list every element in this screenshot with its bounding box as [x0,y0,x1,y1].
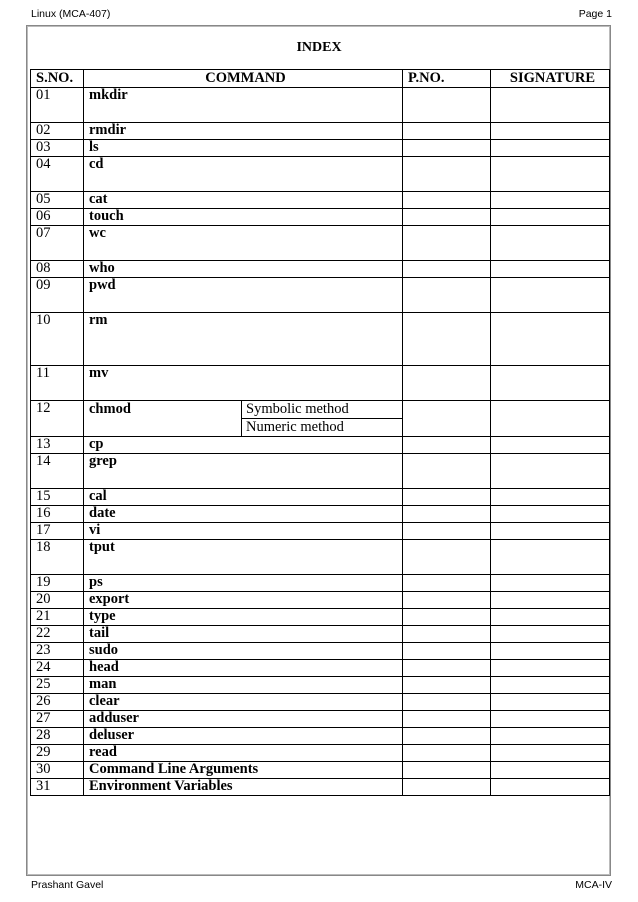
row-command: chmod [89,401,131,417]
row-page-number [403,660,491,677]
row-signature [491,592,610,609]
table-row [31,278,610,313]
row-signature [491,660,610,677]
row-command: touch [84,209,403,226]
header-page-number: Page 1 [578,8,612,20]
row-page-number [403,226,491,261]
row-page-number [403,643,491,660]
row-signature [491,437,610,454]
row-sno: 31 [31,779,84,796]
row-command: pwd [84,278,403,313]
row-command: grep [84,454,403,489]
row-page-number [403,575,491,592]
row-command: tail [84,626,403,643]
row-sno: 17 [31,523,84,540]
row-command: cp [84,437,403,454]
row-sno: 03 [31,140,84,157]
row-signature [491,728,610,745]
row-sno: 24 [31,660,84,677]
row-page-number [403,745,491,762]
row-command: read [84,745,403,762]
table-row [31,209,610,226]
row-command: export [84,592,403,609]
row-command: mv [84,366,403,401]
row-page-number [403,779,491,796]
row-sno: 23 [31,643,84,660]
row-signature [491,779,610,796]
row-sno: 04 [31,157,84,192]
row-page-number [403,157,491,192]
index-title: INDEX [296,40,342,55]
method-numeric: Numeric method [246,419,344,435]
index-table [30,69,610,796]
row-signature [491,677,610,694]
row-command: ps [84,575,403,592]
row-signature [491,192,610,209]
table-row [31,366,610,401]
table-row [31,261,610,278]
row-sno: 25 [31,677,84,694]
table-row [31,575,610,592]
row-signature [491,209,610,226]
row-page-number [403,366,491,401]
row-command: head [84,660,403,677]
table-row [31,728,610,745]
row-sno: 01 [31,88,84,123]
table-row [31,592,610,609]
row-command: clear [84,694,403,711]
row-signature [491,366,610,401]
table-row [31,489,610,506]
row-sno: 26 [31,694,84,711]
col-signature: SIGNATURE [491,70,610,88]
row-signature [491,88,610,123]
table-row [31,454,610,489]
row-signature [491,278,610,313]
table-row [31,226,610,261]
row-signature [491,540,610,575]
table-row [31,523,610,540]
row-page-number [403,711,491,728]
row-signature [491,575,610,592]
footer-class: MCA-IV [575,879,612,891]
row-sno: 10 [31,313,84,366]
row-page-number [403,592,491,609]
table-row [31,694,610,711]
row-command: tput [84,540,403,575]
row-sno: 14 [31,454,84,489]
table-row [31,711,610,728]
row-page-number [403,437,491,454]
row-page-number [403,728,491,745]
row-page-number [403,261,491,278]
row-sno: 09 [31,278,84,313]
row-signature [491,762,610,779]
row-command: who [84,261,403,278]
row-command: man [84,677,403,694]
table-row [31,643,610,660]
table-row [31,762,610,779]
row-signature [491,261,610,278]
row-command: rmdir [84,123,403,140]
row-signature [491,609,610,626]
row-page-number [403,454,491,489]
row-command-cell [84,401,403,437]
table-row [31,609,610,626]
row-command: ls [84,140,403,157]
row-page-number [403,609,491,626]
page-header [31,8,612,20]
footer-author: Prashant Gavel [31,879,104,891]
row-sno: 22 [31,626,84,643]
table-row [31,506,610,523]
row-signature [491,401,610,437]
row-page-number [403,694,491,711]
row-page-number [403,313,491,366]
table-row [31,437,610,454]
row-page-number [403,523,491,540]
row-sno: 27 [31,711,84,728]
table-row [31,779,610,796]
row-page-number [403,140,491,157]
row-signature [491,643,610,660]
row-sno: 11 [31,366,84,401]
table-row [31,88,610,123]
row-sno: 12 [31,401,84,437]
row-sno: 06 [31,209,84,226]
row-command: mkdir [84,88,403,123]
row-page-number [403,209,491,226]
method-symbolic: Symbolic method [242,401,402,419]
row-signature [491,454,610,489]
row-sno: 18 [31,540,84,575]
row-signature [491,226,610,261]
row-page-number [403,123,491,140]
row-sno: 07 [31,226,84,261]
row-sno: 13 [31,437,84,454]
table-row [31,123,610,140]
row-sno: 21 [31,609,84,626]
row-signature [491,694,610,711]
table-header-row [31,70,610,88]
row-page-number [403,762,491,779]
row-sno: 29 [31,745,84,762]
row-signature [491,711,610,728]
col-sno: S.NO. [31,70,84,88]
col-command: COMMAND [84,70,403,88]
row-page-number [403,626,491,643]
table-body [31,88,610,796]
row-command: cal [84,489,403,506]
row-page-number [403,677,491,694]
row-page-number [403,489,491,506]
table-row [31,540,610,575]
table-row [31,401,610,437]
page-footer [31,879,612,891]
row-command: adduser [84,711,403,728]
row-page-number [403,506,491,523]
row-command: type [84,609,403,626]
row-command: Environment Variables [84,779,403,796]
table-row [31,157,610,192]
row-signature [491,157,610,192]
row-sno: 08 [31,261,84,278]
row-command: deluser [84,728,403,745]
row-command: vi [84,523,403,540]
row-signature [491,626,610,643]
table-row [31,745,610,762]
row-command: Command Line Arguments [84,762,403,779]
row-signature [491,745,610,762]
row-command: date [84,506,403,523]
row-signature [491,506,610,523]
row-page-number [403,192,491,209]
row-signature [491,123,610,140]
row-page-number [403,401,491,437]
row-sno: 15 [31,489,84,506]
row-sno: 02 [31,123,84,140]
row-sno: 05 [31,192,84,209]
row-signature [491,140,610,157]
table-row [31,192,610,209]
table-row [31,313,610,366]
header-course: Linux (MCA-407) [31,8,111,20]
col-pno: P.NO. [403,70,491,88]
table-row [31,660,610,677]
row-signature [491,313,610,366]
row-command: rm [84,313,403,366]
row-sno: 28 [31,728,84,745]
row-sno: 20 [31,592,84,609]
row-page-number [403,540,491,575]
table-row [31,140,610,157]
row-sno: 16 [31,506,84,523]
table-row [31,677,610,694]
row-page-number [403,278,491,313]
table-row [31,626,610,643]
row-page-number [403,88,491,123]
row-command: cd [84,157,403,192]
row-signature [491,523,610,540]
row-command: wc [84,226,403,261]
row-sno: 19 [31,575,84,592]
row-sno: 30 [31,762,84,779]
row-command: sudo [84,643,403,660]
row-command: cat [84,192,403,209]
row-signature [491,489,610,506]
